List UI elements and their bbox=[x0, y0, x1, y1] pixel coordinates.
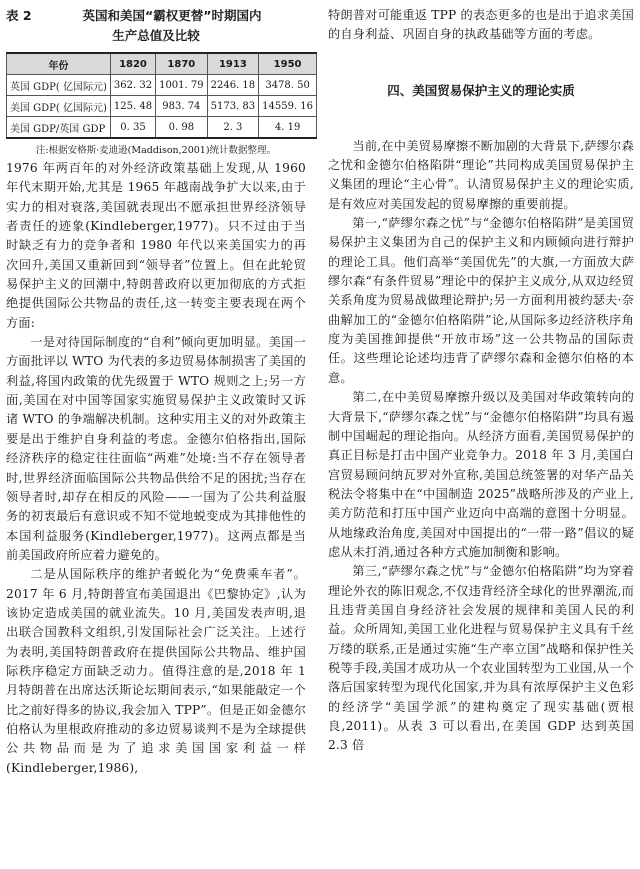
header-cell: 年份 bbox=[7, 53, 111, 75]
table-cell: 4. 19 bbox=[259, 117, 317, 139]
header-cell: 1950 bbox=[259, 53, 317, 75]
table-cell: 3478. 50 bbox=[259, 75, 317, 96]
table-header-row bbox=[7, 53, 317, 75]
body-paragraph: 1976 年两百年的对外经济政策基础上发现,从 1960 年代末期开始,尤其是 1965 年越南战争扩大以来,由于实力的相对衰落,美国就表现出不愿承担世界经济领导者责任的迹象(Kindleberger,1977)。只不过由于当时缺乏有力的竞争者和 1980 年代以来美国实力的再次回升,美国又重新回到“领导者”位置上。但在此轮贸易保护主义的回潮中,特朗普政府以更加彻底的方式拒绝提供国际公共物品的责任,这一转变主要表现在两个方面: bbox=[6, 161, 306, 330]
table-caption bbox=[6, 6, 306, 26]
gdp-comparison-table bbox=[6, 52, 317, 139]
body-paragraph: 第一,“萨缪尔森之忧”与“金德尔伯格陷阱”是美国贸易保护主义集团为自己的保护主义和内顾倾向进行辩护的理论工具。他们高举“美国优先”的大旗,一方面放大萨缪尔森“有条件贸易”理论中的保护主义成分,从双边经贸关系角度为贸易战做理论辩护;另一方面利用被约瑟夫·奈曲解加工的“金德尔伯格陷阱”论,从国际多边经济秩序角度为美国推卸提供“开放市场”这一公共物品的国际责任。这些理论论述均违背了萨缪尔森和金德尔伯格的本意。 bbox=[328, 216, 634, 385]
header-cell: 1870 bbox=[156, 53, 208, 75]
header-cell: 1820 bbox=[110, 53, 155, 75]
header-cell: 1913 bbox=[207, 53, 259, 75]
body-paragraph: 第二,在中美贸易摩擦升级以及美国对华政策转向的大背景下,“萨缪尔森之忧”与“金德尔伯格陷阱”均具有遏制中国崛起的理论指向。从经济方面看,美国贸易保护的真正目标是打击中国产业竞争力。2018 年 3 月,美国白宫贸易顾问纳瓦罗对外宣称,美国总统签署的对华产品关税法令将集中在“中国制造 2025”战略所涉及的产业上,美方防范和打压中国产业迈向中高端的意图十分明显。从地缘政治角度,美国对中国提出的“一带一路”倡议的疑虑从未打消,通过各种方式施加制衡和影响。 bbox=[328, 390, 634, 559]
table-row bbox=[7, 75, 317, 96]
table-row bbox=[7, 96, 317, 117]
table-title-line1: 英国和美国“霸权更替”时期国内 bbox=[82, 8, 262, 23]
row-label: 美国 GDP/英国 GDP bbox=[7, 117, 111, 139]
table-title-line2: 生产总值及比较 bbox=[112, 28, 200, 43]
table-cell: 362. 32 bbox=[110, 75, 155, 96]
table-cell: 2246. 18 bbox=[207, 75, 259, 96]
right-column bbox=[328, 6, 634, 756]
body-paragraph: 一是对待国际制度的“自利”倾向更加明显。美国一方面批评以 WTO 为代表的多边贸易体制损害了美国的利益,将国内政策的优先级置于 WTO 规则之上;另一方面,美国在对中国等国家实施贸易保护主义政策时又诉诸 WTO 的争端解决机制。这种实用主义的对外政策主要是出于维护自身利益的考虑。金德尔伯格指出,国际经济秩序的稳定往往面临“两难”处境:当不存在领导者时,世界经济面临国际公共物品供给不足的困扰;当存在领导者时,却存在相反的风险——一国为了公共利益服务的初衷最后有意识或不知不觉地蜕变成为其排他性的本国利益服务(Kindleberger,1977)。这两点都是当前美国政府所应着力避免的。 bbox=[6, 335, 306, 562]
table-cell: 983. 74 bbox=[156, 96, 208, 117]
body-paragraph: 二是从国际秩序的维护者蜕化为“免费乘车者”。2017 年 6 月,特朗普宣布美国退出《巴黎协定》,认为该协定造成美国的就业流失。10 月,美国发表声明,退出联合国教科文组织,引发国际社会广泛关注。上述行为表明,美国特朗普政府在提供国际公共物品、维护国际秩序稳定方面缺乏动力。值得注意的是,2018 年 1 月特朗普在出席达沃斯论坛期间表示,“如果能敲定一个比之前好得多的协议,我会加入 TPP”。但是正如金德尔伯格认为里根政府推动的多边贸易谈判不是为全球提供公共物品而是为了追求美国国家利益一样(Kindleberger,1986), bbox=[6, 567, 306, 775]
body-paragraph: 第三,“萨缪尔森之忧”与“金德尔伯格陷阱”均为穿着理论外衣的陈旧观念,不仅违背经济全球化的世界潮流,而且违背美国自身经济社会发展的规律和美国人民的利益。众所周知,美国工业化进程与贸易保护主义具有千丝万缕的联系,正是通过实施“生产率立国”战略和保护性关税等手段,美国才成功从一个农业国转型为工业国,从一个落后国家转型为现代化国家,并为具有浓厚保护主义色彩的经济学“美国学派”的建构奠定了现实基础(贾根良,2011)。从表 3 可以看出,在美国 GDP 达到英国 2.3 倍 bbox=[328, 564, 634, 753]
section-heading: 四、美国贸易保护主义的理论实质 bbox=[387, 82, 575, 98]
table-label: 表 2 bbox=[6, 8, 32, 23]
table-cell: 1001. 79 bbox=[156, 75, 208, 96]
table-cell: 5173. 83 bbox=[207, 96, 259, 117]
table-cell: 2. 3 bbox=[207, 117, 259, 139]
table-row bbox=[7, 117, 317, 139]
row-label: 美国 GDP( 亿国际元) bbox=[7, 96, 111, 117]
table-cell: 125. 48 bbox=[110, 96, 155, 117]
body-paragraph: 当前,在中美贸易摩擦不断加剧的大背景下,萨缪尔森之忧和金德尔伯格陷阱“理论”共同构成美国贸易保护主义集团的理论“主心骨”。认清贸易保护主义的理论实质,是有效应对美国发起的贸易摩擦的重要前提。 bbox=[328, 138, 634, 211]
left-column bbox=[6, 6, 314, 778]
table-cell: 0. 98 bbox=[156, 117, 208, 139]
table-note: 注:根据安格斯·麦迪逊(Maddison,2001)统计数据整理。 bbox=[35, 145, 277, 156]
continuation-paragraph: 特朗普对可能重返 TPP 的表态更多的也是出于追求美国的自身利益、巩固自身的执政基础等方面的考虑。 bbox=[328, 8, 634, 42]
table-cell: 14559. 16 bbox=[259, 96, 317, 117]
row-label: 英国 GDP( 亿国际元) bbox=[7, 75, 111, 96]
table-cell: 0. 35 bbox=[110, 117, 155, 139]
